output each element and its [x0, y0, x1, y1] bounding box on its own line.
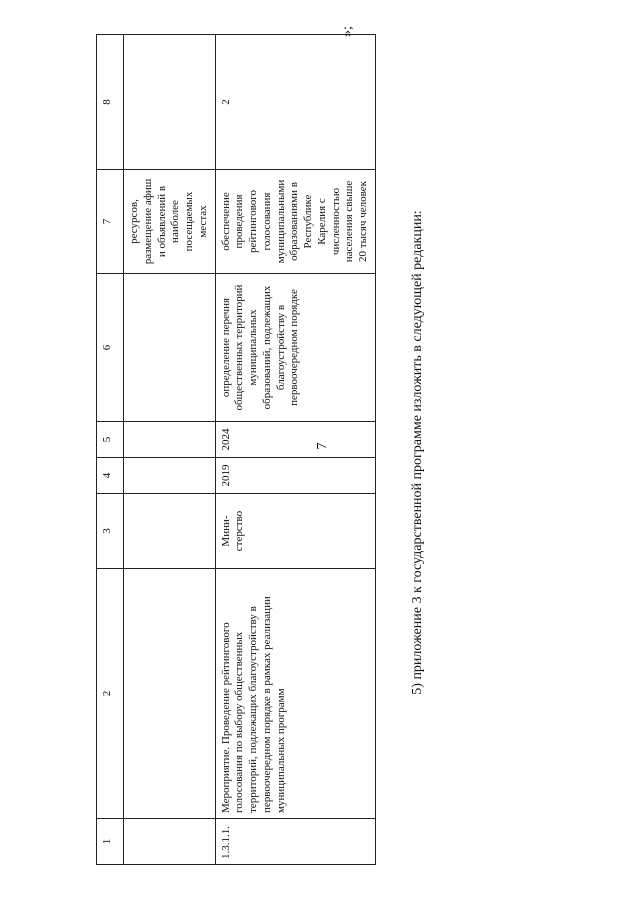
- column-header: 2: [97, 569, 124, 819]
- table-cell: обеспечение проведения рейтингового голосования муниципальными образованиями в Республике Карелия с численностью населения свыше 20 тысяч человек: [215, 170, 375, 274]
- table-cell: [124, 569, 216, 819]
- table-cell: [124, 422, 216, 458]
- page-number: 7: [315, 442, 330, 450]
- table-row: [215, 35, 375, 865]
- table-cell: определение перечня общественных территорий муниципальных образований, подлежащих благоустройству в первоочередном порядке: [215, 274, 375, 422]
- table-cell: Мини-стерство: [215, 494, 375, 569]
- table-cell: [124, 458, 216, 494]
- table-cell: Мероприятие. Проведение рейтингового голосования по выбору общественных территорий, подлежащих благоустройству в первоочередном порядке в рамках реализации муниципальных программ: [215, 569, 375, 819]
- program-table: [96, 34, 376, 865]
- column-header: 4: [97, 458, 124, 494]
- column-header: 6: [97, 274, 124, 422]
- column-header: 3: [97, 494, 124, 569]
- amendment-instruction: 5) приложение 3 к государственной программе изложить в следующей редакции:: [410, 210, 425, 695]
- table-cell: [124, 274, 216, 422]
- table-cell: 2: [215, 35, 375, 170]
- table-cell: 1.3.1.1.: [215, 819, 375, 865]
- column-header: 8: [97, 35, 124, 170]
- column-header: 7: [97, 170, 124, 274]
- closing-quote-mark: »;: [340, 26, 355, 37]
- column-header: 5: [97, 422, 124, 458]
- table-cell: 2024: [215, 422, 375, 458]
- table-cell: [124, 494, 216, 569]
- table-cell: 2019: [215, 458, 375, 494]
- table-cell: [124, 819, 216, 865]
- table-row: [124, 35, 216, 865]
- table-cell: ресурсов, размещение афиш и объявлений в наиболее посещаемых местах: [124, 170, 216, 274]
- table-cell: [124, 35, 216, 170]
- header-row: [97, 35, 124, 865]
- column-header: 1: [97, 819, 124, 865]
